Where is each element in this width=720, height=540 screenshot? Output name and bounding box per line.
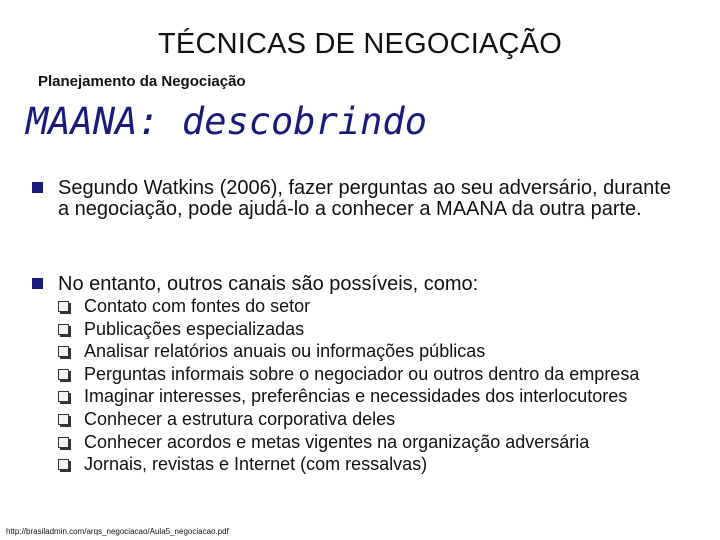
bullet-text: Segundo Watkins (2006), fazer perguntas ao seu adversário, durante a negociação, pode ajudá-lo a conhecer a MAANA da outra parte.: [58, 177, 671, 220]
checkbox-bullet-icon: [58, 301, 69, 312]
list-item: [58, 455, 708, 474]
slide-title: TÉCNICAS DE NEGOCIAÇÃO: [157, 28, 562, 60]
slide-subtitle: Planejamento da Negociação: [38, 73, 246, 90]
list-item-text: Jornais, revistas e Internet (com ressalvas): [84, 454, 428, 475]
sub-bullet-list: [58, 297, 708, 478]
list-item: [58, 297, 708, 316]
bullet-text: No entanto, outros canais são possíveis, como:: [58, 273, 479, 295]
list-item: [58, 387, 708, 406]
source-url: http://brasiladmin.com/arqs_negociacao/Aula5_negociacao.pdf: [6, 527, 229, 536]
list-item: [58, 410, 708, 429]
list-item-text: Analisar relatórios anuais ou informações públicas: [84, 341, 486, 362]
checkbox-bullet-icon: [58, 369, 69, 380]
list-item: [58, 365, 708, 384]
bullet-item: [32, 274, 672, 295]
list-item: [58, 342, 708, 361]
list-item-text: Perguntas informais sobre o negociador ou outros dentro da empresa: [84, 363, 640, 384]
list-item-text: Conhecer a estrutura corporativa deles: [84, 408, 396, 429]
square-bullet-icon: [32, 278, 43, 289]
section-heading: MAANA: descobrindo: [26, 100, 427, 143]
checkbox-bullet-icon: [58, 459, 69, 470]
list-item-text: Contato com fontes do setor: [84, 296, 311, 316]
list-item-text: Imaginar interesses, preferências e necessidades dos interlocutores: [84, 386, 628, 407]
checkbox-bullet-icon: [58, 391, 69, 402]
list-item: [58, 433, 708, 452]
square-bullet-icon: [32, 182, 43, 193]
checkbox-bullet-icon: [58, 414, 69, 425]
checkbox-bullet-icon: [58, 346, 69, 357]
checkbox-bullet-icon: [58, 437, 69, 448]
bullet-item: [32, 178, 672, 220]
list-item: [58, 320, 708, 339]
list-item-text: Publicações especializadas: [84, 318, 305, 339]
checkbox-bullet-icon: [58, 324, 69, 335]
list-item-text: Conhecer acordos e metas vigentes na organização adversária: [84, 431, 590, 452]
